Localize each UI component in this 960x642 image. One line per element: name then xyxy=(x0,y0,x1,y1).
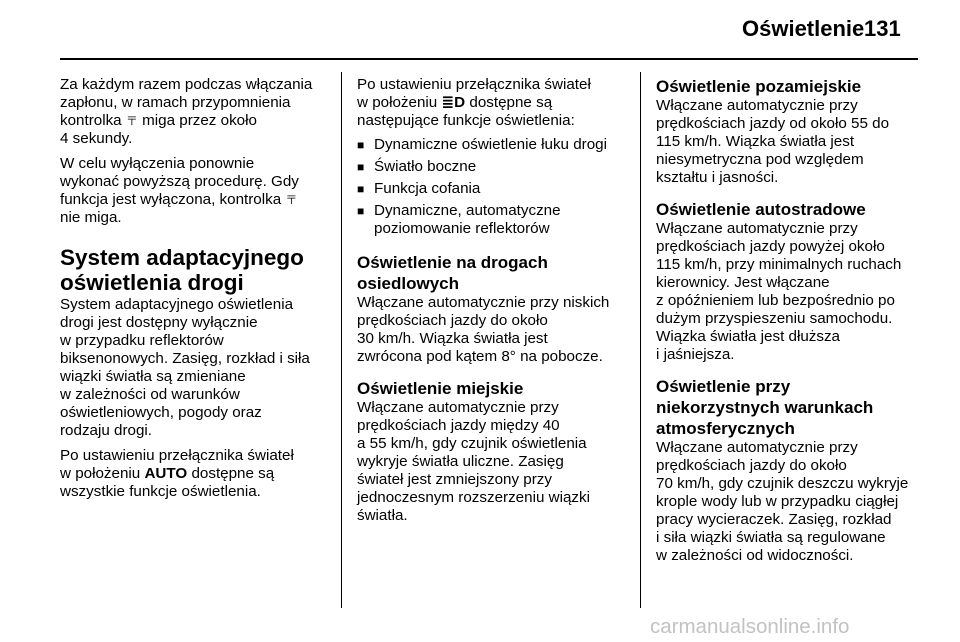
section-heading-residential: Oświetlenie na drogach osiedlowych xyxy=(357,253,548,293)
page-number: 131 xyxy=(864,16,901,41)
headlight-icon: ≣D xyxy=(441,94,466,111)
list-item: ■ Światło boczne xyxy=(357,158,477,175)
section-heading-town: Oświetlenie miejskie xyxy=(357,379,524,398)
paragraph-functions-intro: Po ustawieniu przełącznika świateł w położeniu ≣D dostępne są następujące funkcje oświetlenia: xyxy=(357,76,591,129)
paragraph-adverse-weather: Włączane automatycznie przy prędkościach jazdy do około 70 km/h, gdy czujnik deszczu wykryje krople wody lub w przypadku ciągłej pracy wycieraczek. Zasięg, rozkład i siła wiązki światła są regulowane w zależności od widoczności. xyxy=(656,439,909,564)
list-item: ■ Dynamiczne, automatyczne poziomowanie reflektorów xyxy=(357,202,561,237)
bullet-icon: ■ xyxy=(357,160,365,174)
paragraph-motorway: Włączane automatycznie przy prędkościach jazdy powyżej około 115 km/h, przy minimalnych ruchach kierownicy. Jest włączane z opóźnieniem lub bezpośrednio po dużym przyspieszeniu samochodu. Wiązka światła jest dłuższa i jaśniejsza. xyxy=(656,220,902,363)
paragraph-deactivation: W celu wyłączenia ponownie wykonać powyższą procedurę. Gdy funkcja jest wyłączona, kontrolka 〒 nie miga. xyxy=(60,155,299,226)
bullet-icon: ■ xyxy=(357,204,365,218)
section-heading-adverse-weather: Oświetlenie przy niekorzystnych warunkach atmosferycznych xyxy=(656,377,874,438)
bullet-icon: ■ xyxy=(357,138,365,152)
page-title: Oświetlenie xyxy=(742,16,865,41)
light-control-icon: 〒 xyxy=(125,114,138,128)
paragraph-town: Włączane automatycznie przy prędkościach jazdy między 40 a 55 km/h, gdy czujnik oświetlenia wykryje światła uliczne. Zasięg świateł jest zmniejszony przy jednoczesnym rozszerzeniu wiązki światła. xyxy=(357,399,590,524)
section-heading-adaptive-lighting: System adaptacyjnego oświetlenia drogi xyxy=(60,245,304,295)
paragraph-adaptive-lighting: System adaptacyjnego oświetlenia drogi jest dostępny wyłącznie w przypadku reflektorów biksenonowych. Zasięg, rozkład i siła wiązki światła są zmieniane w zależności od warunków oświetleniowych, pogody oraz rodzaju drogi. xyxy=(60,296,310,439)
section-heading-country: Oświetlenie pozamiejskie xyxy=(656,77,862,96)
list-item: ■ Dynamiczne oświetlenie łuku drogi xyxy=(357,136,607,153)
light-control-icon: 〒 xyxy=(285,193,298,207)
column-1 xyxy=(60,76,332,508)
auto-label: AUTO xyxy=(144,465,188,482)
watermark: carmanualsonline.info xyxy=(650,615,850,638)
paragraph-residential: Włączane automatycznie przy niskich prędkościach jazdy do około 30 km/h. Wiązka światła jest zwrócona pod kątem 8° na pobocze. xyxy=(357,294,610,365)
paragraph-country: Włączane automatycznie przy prędkościach jazdy od około 55 do 115 km/h. Wiązka światła jest niesymetryczna pod względem kształtu i jasności. xyxy=(656,97,890,186)
column-2 xyxy=(357,76,633,532)
bullet-icon: ■ xyxy=(357,182,365,196)
list-item: ■ Funkcja cofania xyxy=(357,180,481,197)
header-rule xyxy=(60,58,918,60)
paragraph-auto-position: Po ustawieniu przełącznika świateł w położeniu AUTO dostępne są wszystkie funkcje oświetlenia. xyxy=(60,447,294,500)
column-divider-1 xyxy=(341,72,342,608)
paragraph-indicator-info: Za każdym razem podczas włączania zapłonu, w ramach przypomnienia kontrolka 〒 miga przez około 4 sekundy. xyxy=(60,76,313,147)
section-heading-motorway: Oświetlenie autostradowe xyxy=(656,200,866,219)
column-divider-2 xyxy=(640,72,641,608)
column-3 xyxy=(656,76,956,572)
